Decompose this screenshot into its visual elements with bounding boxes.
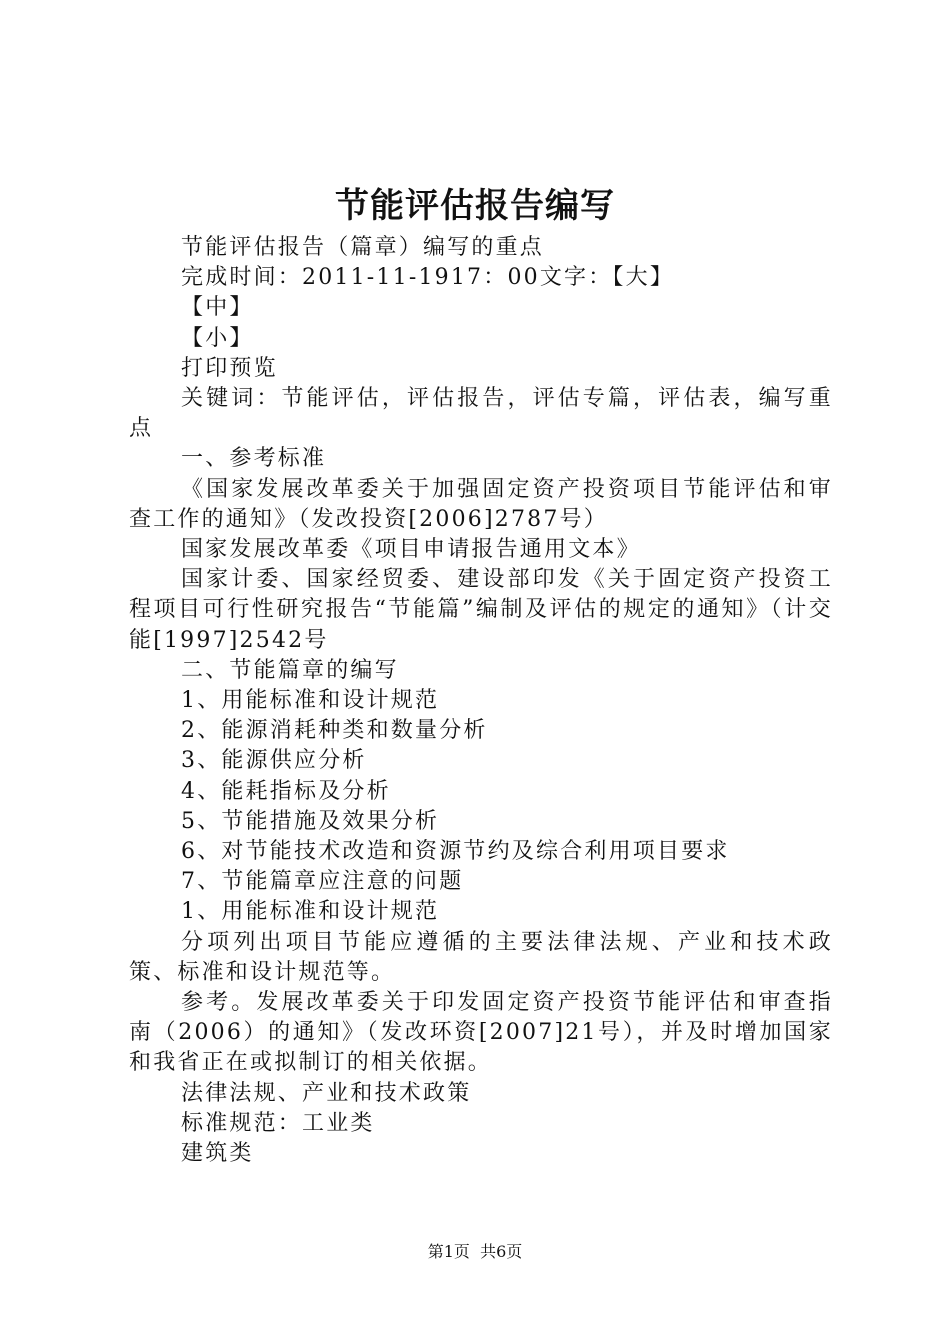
paragraph: 参考。发展改革委关于印发固定资产投资节能评估和审查指南（2006）的通知》（发改环资[2007]21号），并及时增加国家和我省正在或拟制订的相关依据。: [129, 990, 833, 1076]
subsection-heading: 1、用能标准和设计规范: [181, 899, 440, 925]
section-heading: 二、节能篇章的编写: [181, 657, 399, 683]
paragraph: 《国家发展改革委关于加强固定资产投资项目节能评估和审查工作的通知》（发改投资[2006]2787号）: [129, 476, 833, 532]
list-item: 5、节能措施及效果分析: [181, 808, 440, 834]
list-item: 1、用能标准和设计规范: [181, 688, 440, 714]
paragraph: 分项列出项目节能应遵循的主要法律法规、产业和技术政策、标准和设计规范等。: [129, 929, 833, 985]
paragraph: 标准规范：工业类: [181, 1110, 375, 1136]
font-size-medium-link: 【中】: [181, 295, 254, 321]
paragraph-keywords: 关键词：节能评估，评估报告，评估专篇，评估表，编写重点: [129, 386, 833, 442]
page-footer: [0, 1241, 950, 1263]
list-item: 2、能源消耗种类和数量分析: [181, 718, 488, 744]
section-heading: 一、参考标准: [181, 446, 327, 472]
paragraph: 国家发展改革委《项目申请报告通用文本》: [181, 537, 641, 563]
page-number-total: 共6页: [480, 1242, 523, 1261]
document-title: 节能评估报告编写: [335, 186, 615, 226]
document-body: [129, 233, 833, 1169]
page-number-current: 第1页: [427, 1242, 470, 1261]
paragraph: 建筑类: [181, 1141, 254, 1167]
paragraph: 节能评估报告（篇章）编写的重点: [181, 235, 545, 260]
paragraph-completion-time: 完成时间：2011-11-1917：00文字：【大】: [181, 265, 675, 291]
list-item: 4、能耗指标及分析: [181, 778, 391, 804]
font-size-small-link: 【小】: [181, 325, 254, 351]
list-item: 7、节能篇章应注意的问题: [181, 869, 464, 895]
print-preview-text: 打印预览: [181, 355, 278, 381]
paragraph: 国家计委、国家经贸委、建设部印发《关于固定资产投资工程项目可行性研究报告“节能篇”编制及评估的规定的通知》（计交能[1997]2542号: [129, 567, 833, 653]
list-item: 6、对节能技术改造和资源节约及综合利用项目要求: [181, 839, 730, 865]
paragraph: 法律法规、产业和技术政策: [181, 1080, 472, 1106]
list-item: 3、能源供应分析: [181, 748, 367, 774]
